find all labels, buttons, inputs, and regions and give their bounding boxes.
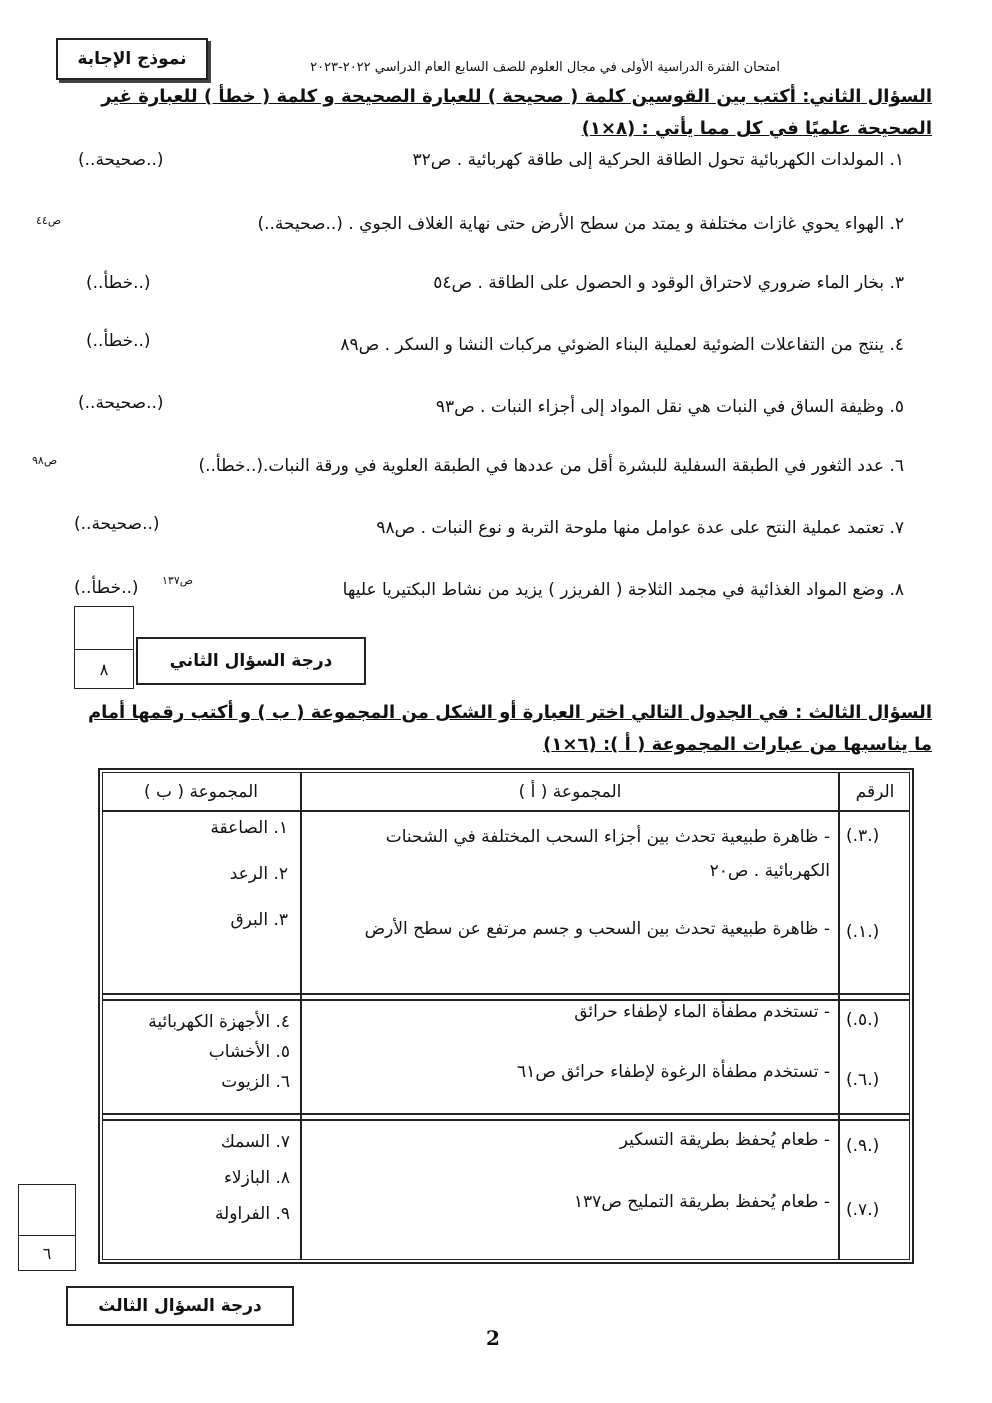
q2-item-8: ٨. وضع المواد الغذائية في مجمد الثلاجة ( الفريزر ) يزيد من نشاط البكتيريا عليها [342, 580, 904, 600]
q2-pageref-8: ص١٣٧ [162, 574, 194, 587]
q2-score: ٨ [74, 649, 134, 689]
group3-option-2: ٨. البازلاء [223, 1168, 290, 1188]
group3-row1-number: (.٩.) [846, 1136, 880, 1156]
q3-grade-label: درجة السؤال الثالث [66, 1286, 294, 1326]
group3-row2-number: (.٧.) [846, 1200, 880, 1220]
body-col-line-b [300, 812, 302, 1260]
q2-pageref-6: ص٩٨ [32, 454, 58, 467]
page-number: 2 [486, 1326, 500, 1350]
group2-row1-text: - تستخدم مطفأة الماء لإطفاء حرائق [574, 1002, 830, 1022]
group2-row2-text: - تستخدم مطفأة الرغوة لإطفاء حرائق ص٦١ [517, 1062, 830, 1082]
q3-score: ٦ [18, 1235, 76, 1271]
col-number-header: الرقم [855, 782, 895, 802]
q2-item-6: ٦. عدد الثغور في الطبقة السفلية للبشرة أقل من عددها في الطبقة العلوية في ورقة النبات.(..خطأ..) [198, 456, 904, 476]
group3-row1-text: - طعام يُحفظ بطريقة التسكير [619, 1130, 830, 1150]
group1-option-3: ٣. البرق [230, 910, 288, 930]
q2-item-4: ٤. ينتج من التفاعلات الضوئية لعملية البناء الضوئي مركبات النشا و السكر . ص٨٩ [340, 335, 904, 355]
group1-row1-number: (.٣.) [846, 826, 880, 846]
q2-answer-5: (..صحيحة..) [78, 393, 164, 413]
group2-option-3: ٦. الزيوت [221, 1072, 290, 1092]
q2-item-3: ٣. بخار الماء ضروري لاحتراق الوقود و الحصول على الطاقة . ص٥٤ [433, 273, 904, 293]
group1-row2-text: - ظاهرة طبيعية تحدث بين السحب و جسم مرتفع عن سطح الأرض [364, 919, 830, 939]
answer-model-label: نموذج الإجابة [56, 38, 208, 80]
q2-answer-8: (..خطأ..) [74, 578, 139, 598]
q2-answer-3: (..خطأ..) [86, 273, 151, 293]
group-separator-1b [102, 999, 910, 1001]
group2-row1-number: (.٥.) [846, 1010, 880, 1030]
q2-item-5: ٥. وظيفة الساق في النبات هي نقل المواد إلى أجزاء النبات . ص٩٣ [435, 397, 904, 417]
q3-score-empty-cell [18, 1184, 76, 1236]
group1-row1-text: - ظاهرة طبيعية تحدث بين أجزاء السحب المختلفة في الشحنات الكهربائية . ص٢٠ [385, 827, 830, 881]
body-col-line-num [838, 812, 840, 1260]
group3-row2-text: - طعام يُحفظ بطريقة التمليح ص١٣٧ [573, 1192, 830, 1212]
group2-option-2: ٥. الأخشاب [208, 1042, 290, 1062]
group-separator-2b [102, 1119, 910, 1121]
q2-heading-line1: السؤال الثاني: أكتب بين القوسين كلمة ( صحيحة ) للعبارة الصحيحة و كلمة ( خطأ ) للعبارة غير [101, 86, 932, 107]
group1-row2-number: (.١.) [846, 922, 880, 942]
group3-option-3: ٩. الفراولة [214, 1204, 290, 1224]
exam-title: امتحان الفترة الدراسية الأولى في مجال العلوم للصف السابع العام الدراسي ٢٠٢٢-٢٠٢٣ [310, 60, 780, 75]
group1-option-1: ١. الصاعقة [210, 818, 288, 838]
group1-option-2: ٢. الرعد [229, 864, 288, 884]
table-header-divider [102, 810, 910, 812]
group-separator-1a [102, 993, 910, 995]
q2-item-1: ١. المولدات الكهربائية تحول الطاقة الحركية إلى طاقة كهربائية . ص٣٢ [412, 150, 904, 170]
q2-score-empty-cell [74, 606, 134, 650]
q2-item-7: ٧. تعتمد عملية النتح على عدة عوامل منها ملوحة التربة و نوع النبات . ص٩٨ [376, 518, 904, 538]
q3-heading-line2: ما يناسبها من عبارات المجموعة ( أ ): (٦×١) [543, 734, 932, 755]
col-group-b-header: المجموعة ( ب ) [143, 782, 259, 802]
q2-answer-4: (..خطأ..) [86, 331, 151, 351]
q2-item-2: ٢. الهواء يحوي غازات مختلفة و يمتد من سطح الأرض حتى نهاية الغلاف الجوي . (..صحيحة..) [257, 214, 904, 234]
group3-option-1: ٧. السمك [220, 1132, 290, 1152]
q2-grade-label: درجة السؤال الثاني [136, 637, 366, 685]
q2-answer-1: (..صحيحة..) [78, 150, 164, 170]
q2-pageref-2: ص٤٤ [36, 214, 62, 227]
q2-heading-line2: الصحيحة علميًا في كل مما يأتي : (٨×١) [581, 118, 932, 139]
group2-option-1: ٤. الأجهزة الكهربائية [148, 1012, 290, 1032]
col-group-a-header: المجموعة ( أ ) [518, 782, 622, 802]
q3-heading-line1: السؤال الثالث : في الجدول التالي اختر العبارة أو الشكل من المجموعة ( ب ) و أكتب رقمها أمام [87, 702, 932, 723]
q2-answer-7: (..صحيحة..) [74, 514, 160, 534]
group2-row2-number: (.٦.) [846, 1070, 880, 1090]
group-separator-2a [102, 1113, 910, 1115]
